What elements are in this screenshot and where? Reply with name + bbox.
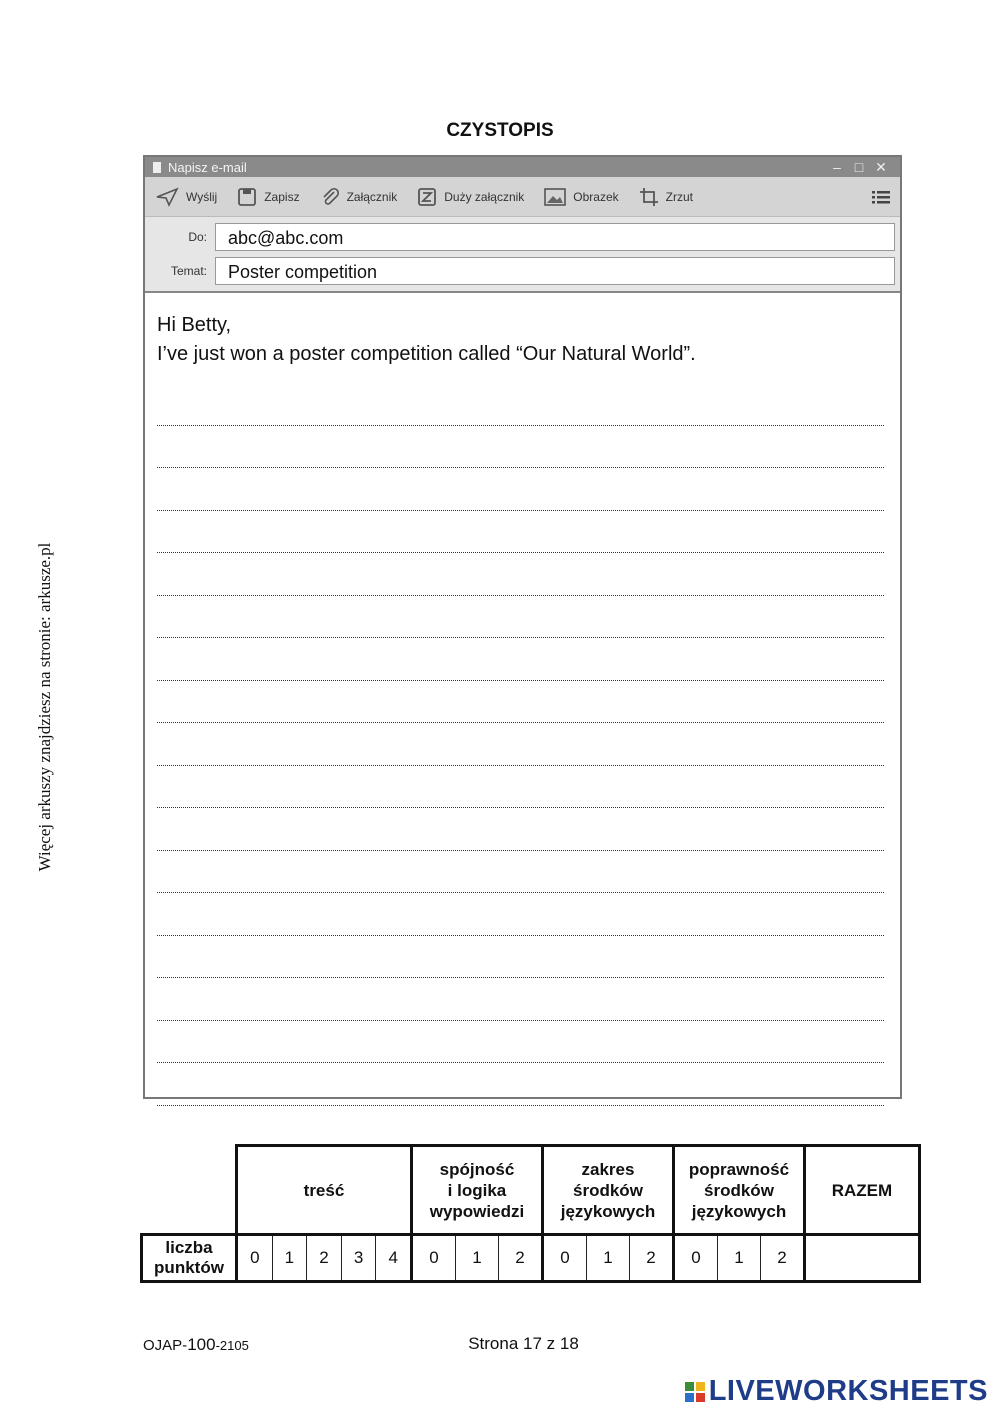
first-line: I’ve just won a poster competition called “Our Natural World”. bbox=[157, 343, 696, 365]
menu-list-icon[interactable] bbox=[872, 189, 890, 205]
subject-field[interactable]: Poster competition bbox=[215, 257, 895, 285]
points-row-label: liczba punktów bbox=[142, 1235, 237, 1282]
attachment-button[interactable] bbox=[320, 187, 398, 207]
send-icon bbox=[155, 187, 179, 207]
greeting-line: Hi Betty, bbox=[157, 314, 232, 336]
exam-code: OJAP-100-2105 bbox=[143, 1335, 249, 1354]
subject-label: Temat: bbox=[170, 264, 207, 278]
image-label: Obrazek bbox=[573, 189, 619, 204]
close-icon[interactable]: ✕ bbox=[875, 158, 887, 175]
writing-line[interactable] bbox=[157, 1021, 884, 1064]
writing-line[interactable] bbox=[157, 978, 884, 1021]
page-heading: CZYSTOPIS bbox=[446, 120, 554, 141]
score-table bbox=[140, 1144, 921, 1283]
writing-line[interactable] bbox=[157, 596, 884, 639]
window-titlebar bbox=[145, 157, 900, 177]
screenshot-label: Zrzut bbox=[665, 189, 693, 204]
writing-line[interactable] bbox=[157, 468, 884, 511]
score-option[interactable]: 0 bbox=[673, 1235, 717, 1282]
side-note: Więcej arkuszy znajdziesz na stronie: arkusze.pl bbox=[35, 542, 54, 872]
writing-line[interactable] bbox=[157, 766, 884, 809]
score-header-row bbox=[142, 1146, 920, 1235]
send-button[interactable] bbox=[155, 187, 217, 207]
score-option[interactable]: 1 bbox=[586, 1235, 629, 1282]
score-option[interactable]: 2 bbox=[498, 1235, 542, 1282]
writing-line[interactable] bbox=[157, 893, 884, 936]
writing-lines bbox=[157, 383, 888, 1106]
writing-line[interactable] bbox=[157, 553, 884, 596]
email-body[interactable] bbox=[145, 293, 900, 1106]
brand-logo-icon bbox=[685, 1382, 705, 1402]
to-field[interactable]: abc@abc.com bbox=[215, 223, 895, 251]
score-option[interactable]: 0 bbox=[411, 1235, 455, 1282]
score-header-range: zakres środków językowych bbox=[542, 1146, 673, 1235]
score-option[interactable]: 2 bbox=[629, 1235, 673, 1282]
score-option[interactable]: 2 bbox=[760, 1235, 804, 1282]
save-button[interactable] bbox=[237, 187, 299, 207]
score-option[interactable]: 1 bbox=[272, 1235, 307, 1282]
save-label: Zapisz bbox=[264, 189, 300, 204]
maximize-icon[interactable]: □ bbox=[854, 159, 864, 175]
score-header-content: treść bbox=[237, 1146, 412, 1235]
writing-line[interactable] bbox=[157, 723, 884, 766]
writing-line[interactable] bbox=[157, 808, 884, 851]
writing-line[interactable] bbox=[157, 681, 884, 724]
writing-line[interactable] bbox=[157, 1063, 884, 1106]
score-option[interactable]: 0 bbox=[542, 1235, 586, 1282]
attachment-label: Załącznik bbox=[346, 189, 398, 204]
score-option[interactable]: 1 bbox=[455, 1235, 498, 1282]
large-attachment-icon bbox=[417, 187, 437, 207]
score-option[interactable]: 4 bbox=[376, 1235, 412, 1282]
minimize-icon[interactable]: – bbox=[833, 159, 841, 175]
score-header-coherence: spójność i logika wypowiedzi bbox=[411, 1146, 542, 1235]
window-title: Napisz e-mail bbox=[168, 159, 247, 175]
writing-line[interactable] bbox=[157, 936, 884, 979]
large-attachment-label: Duży załącznik bbox=[444, 189, 525, 204]
score-points-row bbox=[142, 1235, 920, 1282]
writing-line[interactable] bbox=[157, 426, 884, 469]
image-button[interactable] bbox=[544, 188, 618, 206]
score-option[interactable]: 0 bbox=[237, 1235, 273, 1282]
score-option[interactable]: 3 bbox=[341, 1235, 376, 1282]
send-label: Wyślij bbox=[186, 189, 218, 204]
save-icon bbox=[237, 187, 257, 207]
screenshot-button[interactable] bbox=[639, 187, 693, 207]
score-option[interactable]: 2 bbox=[307, 1235, 342, 1282]
email-toolbar bbox=[145, 177, 900, 217]
email-header-fields bbox=[145, 217, 900, 293]
score-option[interactable]: 1 bbox=[717, 1235, 760, 1282]
writing-line[interactable] bbox=[157, 511, 884, 554]
document-icon bbox=[153, 162, 161, 173]
image-icon bbox=[544, 188, 566, 206]
score-total-cell[interactable] bbox=[804, 1235, 919, 1282]
writing-line[interactable] bbox=[157, 383, 884, 426]
writing-line[interactable] bbox=[157, 638, 884, 681]
score-header-total: RAZEM bbox=[804, 1146, 919, 1235]
crop-icon bbox=[639, 187, 659, 207]
subject-row bbox=[145, 257, 895, 285]
liveworksheets-logo: LIVEWORKSHEETS bbox=[685, 1375, 988, 1408]
page-number: Strona 17 z 18 bbox=[468, 1334, 579, 1353]
writing-line[interactable] bbox=[157, 851, 884, 894]
to-label: Do: bbox=[188, 230, 207, 244]
paperclip-icon bbox=[320, 187, 340, 207]
to-row bbox=[145, 223, 895, 251]
email-compose-window bbox=[143, 155, 902, 1099]
score-header-accuracy: poprawność środków językowych bbox=[673, 1146, 804, 1235]
large-attachment-button[interactable] bbox=[417, 187, 524, 207]
